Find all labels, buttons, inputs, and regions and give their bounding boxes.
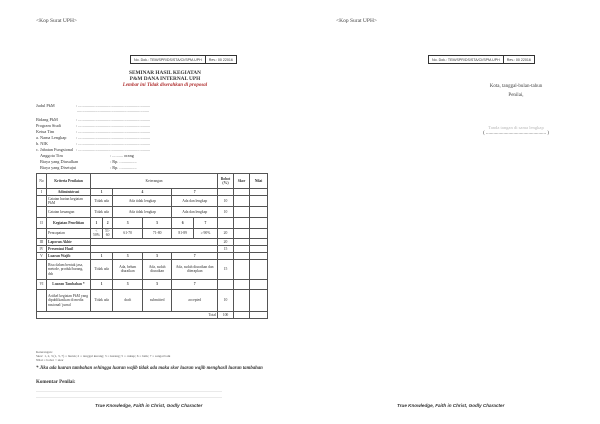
identity-field — [40, 159, 137, 164]
assessment-table — [36, 173, 268, 319]
row-tambahan-val: draft — [113, 289, 143, 311]
row-keuangan-val: Ada tidak lengkap — [113, 207, 172, 218]
row-presentasi-bobot: 15 — [218, 245, 234, 252]
row-pencapaian-val: 61-70 — [113, 229, 143, 239]
luaran-warning: * Jika ada luaran tambahan sehingga luaran wajib tidak ada maka skor luaran wajib menghasil luaran tambahan — [36, 366, 263, 371]
row-pencapaian-val: 71-80 — [142, 229, 171, 239]
identity-field — [40, 165, 137, 170]
row-pencapaian-val: 81-89 — [172, 229, 194, 239]
sec1-score-col: 1 — [91, 189, 113, 196]
sec6-no: VI — [37, 279, 47, 289]
sec6-score-col: 7 — [172, 279, 218, 289]
sec5-score-col: 7 — [172, 252, 218, 259]
row-luaran-bobot: 15 — [218, 259, 234, 279]
sec1-score-col: 7 — [172, 189, 218, 196]
sec1-score-col: 4 — [113, 189, 172, 196]
identity-field — [36, 141, 150, 146]
total-bobot: 100 — [218, 311, 234, 318]
identity-field-value[interactable]: : ................................................................... — [76, 147, 151, 152]
row-laporan-no: III — [37, 238, 47, 245]
doc-revision: Rev.: 00 22016 — [205, 56, 236, 63]
row-presentasi-label: Presentasi Hasil — [47, 245, 91, 252]
row-catatan-val: Ada dan lengkap — [172, 196, 218, 207]
row-presentasi-no: IV — [37, 245, 47, 252]
komentar-line-1: .......................................................................................................................................................................................... — [36, 388, 222, 393]
row-luaran-val: Ada, sudah diuraikan — [142, 259, 171, 279]
row-catatan-label: Catatan harian kegiatan PkM — [47, 196, 91, 207]
col-no: No — [37, 174, 47, 189]
identity-field — [36, 108, 149, 113]
row-luaran-val: Ada, sudah diuraikan dan diterapkan — [172, 259, 218, 279]
row-tambahan-bobot: 10 — [218, 289, 234, 311]
identity-field-label: Anggota Tim — [40, 153, 63, 158]
row-keuangan-bobot: 10 — [218, 207, 234, 218]
keterangan-label: Keterangan: — [36, 350, 53, 354]
identity-field-label: Biaya yang Disetujui — [40, 165, 77, 170]
identity-field-value[interactable]: : Rp. ................ — [110, 159, 137, 164]
identity-field-value[interactable]: : ................................................................... — [76, 117, 151, 122]
identity-field-label: Bidang PkM — [36, 117, 58, 122]
identity-field-label: a. Nama Lengkap — [36, 135, 67, 140]
row-keuangan-val: Ada dan lengkap — [172, 207, 218, 218]
sec2-score-col: 3 — [113, 218, 143, 229]
row-pencapaian-val: < 50% — [91, 229, 103, 239]
row-keuangan-label: Catatan keuangan — [47, 207, 91, 218]
identity-field-label: Biaya yang Diusulkan — [40, 159, 79, 164]
kota-tanggal: Kota, tanggal-bulan-tahun — [489, 84, 543, 89]
sec6-score-col: 5 — [142, 279, 171, 289]
identity-field — [36, 129, 150, 134]
identity-field-value[interactable]: ................................................................... — [76, 108, 150, 113]
identity-field-label: b. NIK — [36, 141, 48, 146]
identity-field — [36, 135, 150, 140]
sec1-no: I — [37, 189, 47, 196]
sec5-score-col: 1 — [91, 252, 113, 259]
row-laporan-label: Laporan Akhir — [47, 238, 91, 245]
penilai-label: Penilai, — [508, 93, 524, 98]
signature-name-line: ( ................................................ ) — [483, 131, 549, 136]
row-catatan-bobot: 10 — [218, 196, 234, 207]
identity-field — [40, 153, 134, 158]
identity-field-label: Program Studi — [36, 123, 61, 128]
identity-field-label: Ketua Tim — [36, 129, 55, 134]
identity-field — [36, 147, 150, 152]
footer-motto: True Knowledge, Faith in Christ, Godly Character — [95, 403, 203, 408]
row-tambahan-label: Artikel kegiatan PkM yang dipublikasikan di media nasional/ jurnal — [47, 289, 91, 311]
sec5-no: V — [37, 252, 47, 259]
identity-field — [36, 117, 150, 122]
identity-field-value[interactable]: : .......... orang — [110, 153, 134, 158]
col-nilai: Nilai — [250, 174, 268, 189]
sec2-score-col: 7 — [193, 218, 217, 229]
col-kriteria: Kriteria Penilaian — [47, 174, 91, 189]
total-label: Total — [37, 311, 218, 318]
row-tambahan-val: submitted — [142, 289, 171, 311]
skor-note: Skor: 1, 2, 3 (1, 3, 7) = buruk; 2 = tanggal kurang; 3 = kurang; 5 = cukup; 6 = baik; 7 = sangat baik — [36, 354, 171, 358]
sec5-label: Luaran Wajib — [47, 252, 91, 259]
komentar-line-2: .......................................................................................................................................................................................... — [36, 394, 222, 399]
kop-surat-right: <Kop Surat UPH> — [336, 18, 378, 24]
footer-motto-right: True Knowledge, Faith in Christ, Godly Character — [397, 403, 505, 408]
identity-field-value[interactable]: : Rp. ................ — [110, 165, 137, 170]
row-catatan-val: Ada tidak lengkap — [113, 196, 172, 207]
form-title-1: SEMINAR HASIL KEGIATAN — [129, 70, 201, 76]
doc-number-right: No. Dok.: TEM/SPR/DS/STA/CI/SPM-UPH — [432, 58, 500, 62]
sec2-no: II — [37, 218, 47, 229]
nilai-note: Nilai = bobot × skor — [36, 358, 64, 362]
row-catatan-val: Tidak ada — [91, 196, 113, 207]
sec5-score-col: 5 — [142, 252, 171, 259]
form-title-2: P&M DANA INTERNAL UPH — [129, 76, 201, 82]
identity-field-value[interactable]: : ................................................................... — [76, 123, 151, 128]
row-pencapaian-val: 51-60 — [102, 229, 113, 239]
form-subtitle: Lembar ini Tidak diserahkan di proposal — [122, 83, 208, 88]
sec2-score-col: 6 — [172, 218, 194, 229]
komentar-label: Komentar Penilai: — [36, 380, 76, 385]
doc-revision-right: Rev.: 00 22016 — [503, 56, 534, 63]
sec6-score-col: 3 — [113, 279, 143, 289]
row-luaran-val: Ada, belum diuraikan — [113, 259, 143, 279]
row-pencapaian-bobot: 20 — [218, 229, 234, 239]
row-tambahan-val: Tidak ada — [91, 289, 113, 311]
row-luaran-val: Tidak ada — [91, 259, 113, 279]
col-bobot: Bobot (%) — [218, 174, 234, 189]
sec6-label: Luaran Tambahan * — [47, 279, 91, 289]
kop-surat: <Kop Surat UPH> — [36, 18, 78, 24]
identity-field-label: Judul PkM — [36, 103, 55, 108]
identity-field-value[interactable]: : ................................................................... — [76, 135, 151, 140]
right-page — [300, 0, 600, 424]
identity-field-value[interactable]: : ................................................................... — [76, 141, 151, 146]
identity-field — [36, 123, 150, 128]
sec2-label: Kegiatan Penelitian — [47, 218, 91, 229]
doc-number-box — [130, 55, 237, 64]
sec6-score-col: 1 — [91, 279, 113, 289]
row-luaran-label: Bisa dalam bentuk jasa, metode, produk/barang, dsb — [47, 259, 91, 279]
sec2-score-col: 5 — [142, 218, 171, 229]
sec5-score-col: 3 — [113, 252, 143, 259]
doc-number: No. Dok.: TEM/SPR/DS/STA/CI/SPM-UPH — [134, 58, 202, 62]
row-tambahan-val: accepted — [172, 289, 218, 311]
identity-field-label: c. Jabatan Fungsional — [36, 147, 74, 152]
col-skor: Skor — [234, 174, 250, 189]
col-keterangan: Keterangan — [91, 174, 218, 189]
sec2-score-col: 2 — [102, 218, 113, 229]
identity-field-value[interactable]: : ................................................................... — [76, 129, 151, 134]
row-pencapaian-label: Pencapaian — [47, 229, 91, 239]
identity-field-value[interactable]: : ................................................................... — [76, 103, 151, 108]
signature-placeholder: Tanda tangan di sama lengkap — [488, 125, 544, 130]
row-laporan-bobot: 20 — [218, 238, 234, 245]
row-keuangan-val: Tidak ada — [91, 207, 113, 218]
sec2-score-col: 1 — [91, 218, 103, 229]
sec1-label: Adiministrasi — [47, 189, 91, 196]
row-pencapaian-val: ≥ 90% — [193, 229, 217, 239]
doc-number-box-right — [428, 55, 535, 64]
